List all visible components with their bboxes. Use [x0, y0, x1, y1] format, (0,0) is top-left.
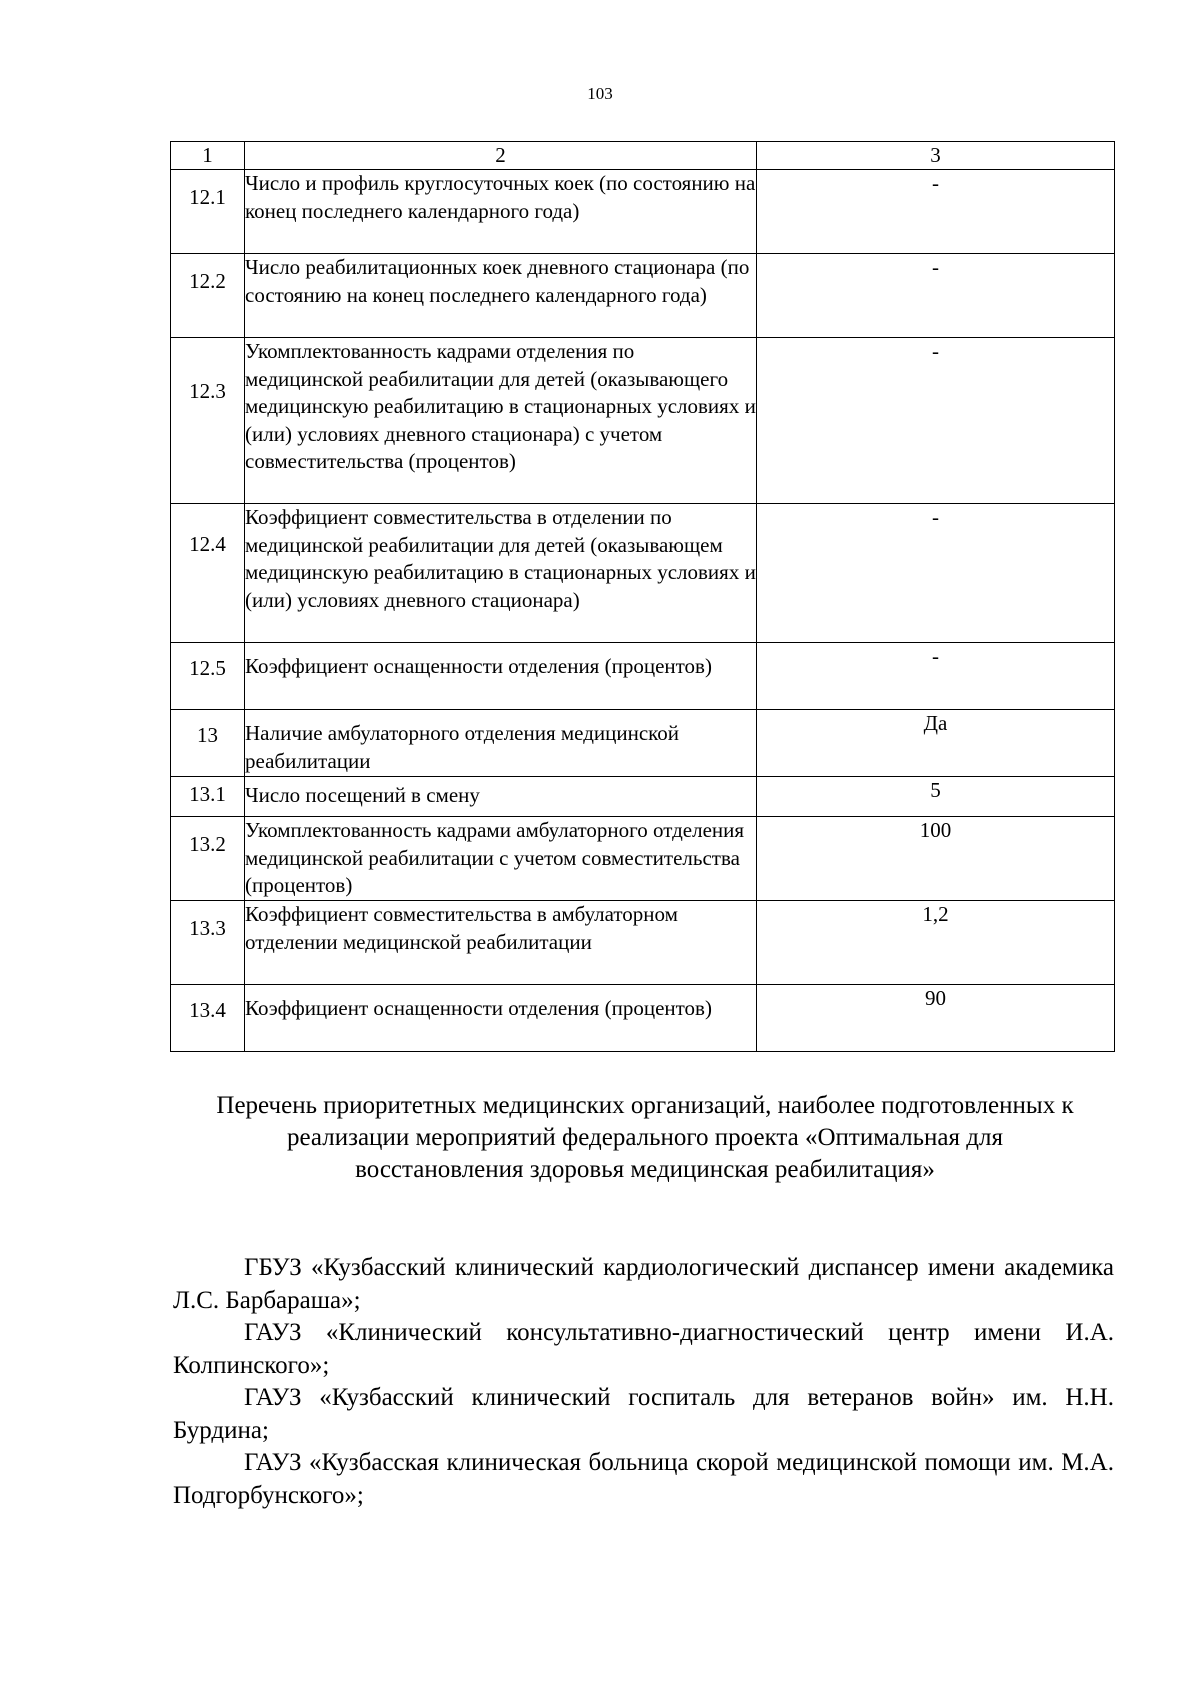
- row-number: 12.1: [171, 170, 245, 254]
- indicators-table: [170, 141, 1115, 1052]
- row-description: Число реабилитационных коек дневного стационара (по состоянию на конец последнего календарного года): [245, 254, 757, 338]
- row-number: 12.3: [171, 338, 245, 504]
- table-row: [171, 170, 1115, 254]
- table-row: [171, 338, 1115, 504]
- row-number: 13.4: [171, 985, 245, 1052]
- table-row: [171, 710, 1115, 777]
- row-value: 100: [757, 817, 1115, 901]
- row-number: 12.2: [171, 254, 245, 338]
- row-description: Число посещений в смену: [245, 777, 757, 817]
- list-item: ГАУЗ «Кузбасская клиническая больница скорой медицинской помощи им. М.А. Подгорбунского»;: [173, 1449, 1114, 1509]
- table-row: [171, 777, 1115, 817]
- row-description: Коэффициент оснащенности отделения (процентов): [245, 985, 757, 1052]
- row-description: Наличие амбулаторного отделения медицинской реабилитации: [245, 710, 757, 777]
- row-number: 13.2: [171, 817, 245, 901]
- row-number: 13.3: [171, 901, 245, 985]
- row-description: Коэффициент совместительства в амбулаторном отделении медицинской реабилитации: [245, 901, 757, 985]
- row-value: -: [757, 254, 1115, 338]
- column-header: 1: [171, 142, 245, 170]
- row-description: Укомплектованность кадрами амбулаторного отделения медицинской реабилитации с учетом совместительства (процентов): [245, 817, 757, 901]
- row-value: -: [757, 338, 1115, 504]
- row-description: Укомплектованность кадрами отделения по медицинской реабилитации для детей (оказывающего медицинскую реабилитацию в стационарных условиях и (или) условиях дневного стационара) с учетом совместительства (процентов): [245, 338, 757, 504]
- table-row: [171, 254, 1115, 338]
- table-row: [171, 643, 1115, 710]
- organization-list: [173, 1252, 1114, 1512]
- table-header-row: [171, 142, 1115, 170]
- row-number: 13: [171, 710, 245, 777]
- row-value: 5: [757, 777, 1115, 817]
- row-value: -: [757, 170, 1115, 254]
- row-description: Коэффициент совместительства в отделении по медицинской реабилитации для детей (оказывающем медицинскую реабилитацию в стационарных условиях и (или) условиях дневного стационара): [245, 504, 757, 643]
- row-number: 13.1: [171, 777, 245, 817]
- table-row: [171, 504, 1115, 643]
- row-description: Коэффициент оснащенности отделения (процентов): [245, 643, 757, 710]
- table-row: [171, 901, 1115, 985]
- table-row: [171, 985, 1115, 1052]
- row-value: -: [757, 643, 1115, 710]
- page-number: 103: [587, 84, 613, 103]
- row-value: -: [757, 504, 1115, 643]
- row-value: 1,2: [757, 901, 1115, 985]
- row-value: Да: [757, 710, 1115, 777]
- list-item: ГАУЗ «Кузбасский клинический госпиталь для ветеранов войн» им. Н.Н. Бурдина;: [173, 1384, 1114, 1444]
- list-item: ГАУЗ «Клинический консультативно-диагностический центр имени И.А. Колпинского»;: [173, 1319, 1114, 1379]
- section-title: Перечень приоритетных медицинских организаций, наиболее подготовленных к реализации мероприятий федерального проекта «Оптимальная для восстановления здоровья медицинская реабилитация»: [216, 1092, 1074, 1183]
- row-number: 12.5: [171, 643, 245, 710]
- list-item: ГБУЗ «Кузбасский клинический кардиологический диспансер имени академика Л.С. Барбараша»;: [173, 1254, 1114, 1314]
- row-description: Число и профиль круглосуточных коек (по состоянию на конец последнего календарного года): [245, 170, 757, 254]
- row-value: 90: [757, 985, 1115, 1052]
- row-number: 12.4: [171, 504, 245, 643]
- column-header: 2: [245, 142, 757, 170]
- column-header: 3: [757, 142, 1115, 170]
- table-row: [171, 817, 1115, 901]
